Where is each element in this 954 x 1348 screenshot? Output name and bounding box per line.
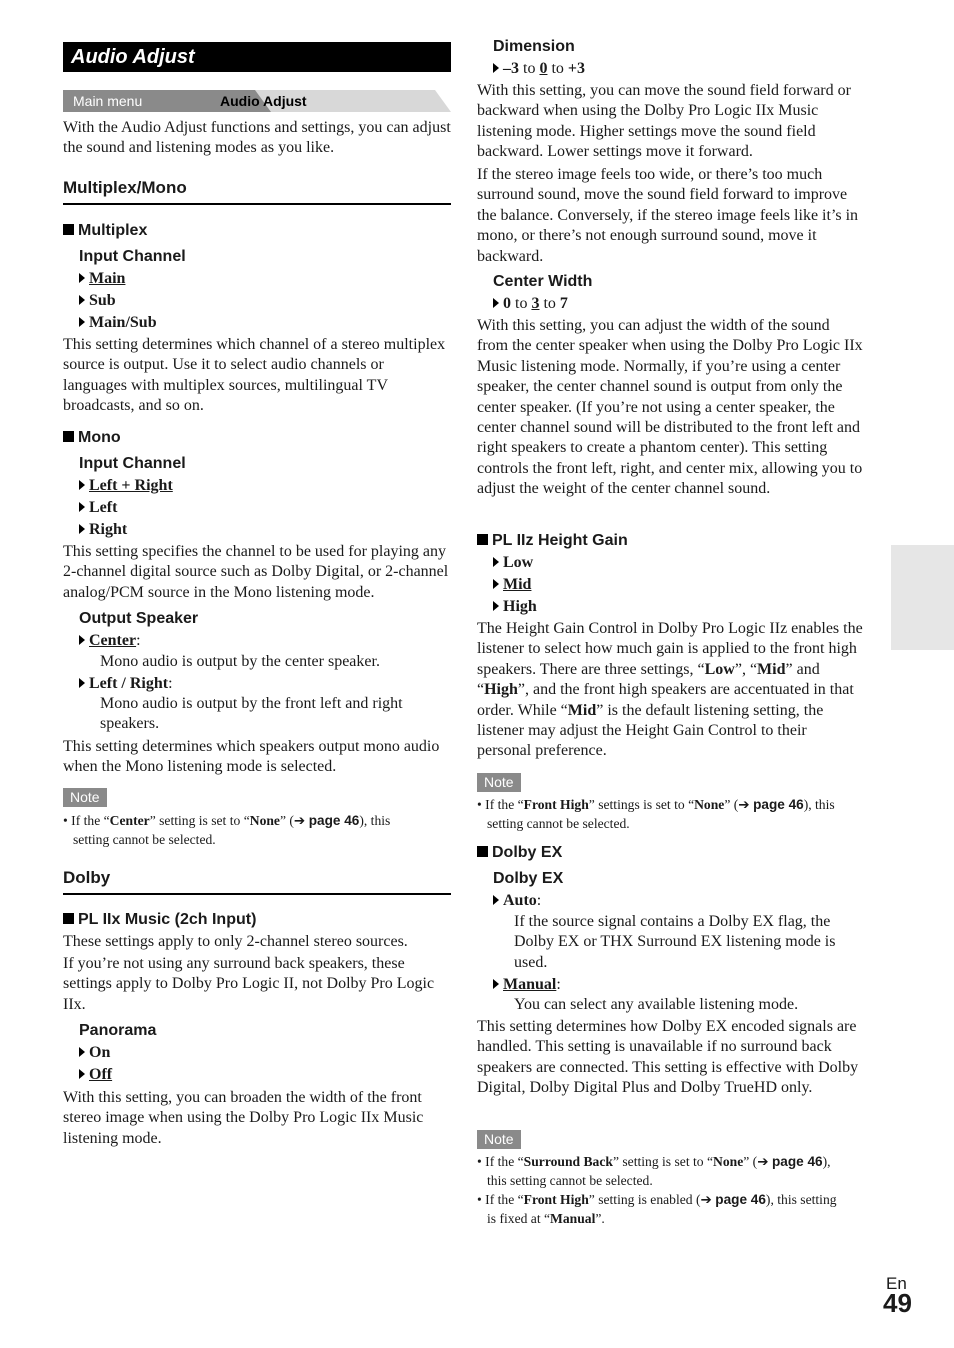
triangle-bullet-icon — [493, 579, 499, 589]
pl-iix-intro: These settings apply to only 2-channel stereo sources. — [63, 933, 408, 950]
dimension-range: –3 to 0 to +3 — [493, 59, 585, 79]
center-width-description: With this setting, you can adjust the width of the sound from the center speaker when using the Dolby Pro Logic IIx Music listening mode. Normally, if you’re using a center speaker, the center channel sound is output from only the center speaker. (If you’re not using a center speaker, the center channel sound will be distributed to the front left and right speakers to create a phantom center). This setting controls the front left, right, and center mix, allowing you to adjust the weight of the center channel sound. — [477, 317, 863, 498]
note-tag: Note — [477, 1130, 521, 1150]
note-item: • If the “Front High” settings is set to “None” (➔ page 46), this setting cannot be selected. — [477, 797, 835, 831]
option-left-slash-right: Left / Right: — [79, 674, 173, 694]
setting-label-input-channel-mono: Input Channel — [79, 455, 186, 472]
note-tag: Note — [63, 788, 107, 808]
triangle-bullet-icon — [79, 273, 85, 283]
option-left-right-description: Mono audio is output by the front left and right speakers. — [100, 695, 403, 733]
note-item: • If the “Surround Back” setting is set to “None” (➔ page 46), this setting cannot be selected. — [477, 1154, 831, 1188]
option-low: Low — [493, 553, 533, 573]
chapter-side-tab — [891, 545, 954, 650]
option-high: High — [493, 597, 537, 617]
page-reference: page 46 — [715, 1192, 766, 1207]
page-title: Audio Adjust — [63, 42, 451, 72]
option-on: On — [79, 1043, 110, 1063]
intro-text: With the Audio Adjust functions and settings, you can adjust the sound and listening modes as you like. — [63, 119, 451, 157]
page-reference: page 46 — [753, 797, 804, 812]
panorama-description: With this setting, you can broaden the width of the front stereo image when using the Dolby Pro Logic IIx Music listening mode. — [63, 1089, 424, 1147]
note-item: • If the “Center” setting is set to “None” (➔ page 46), this setting cannot be selected. — [63, 813, 391, 847]
square-bullet-icon — [63, 431, 74, 442]
subsection-heading-pl-iiz-height-gain: PL IIz Height Gain — [477, 531, 628, 551]
option-manual-description: You can select any available listening mode. — [514, 996, 799, 1013]
option-main: Main — [79, 269, 125, 289]
setting-label-dolby-ex: Dolby EX — [493, 870, 564, 887]
page-number: 49 — [883, 1288, 912, 1318]
option-center: Center: — [79, 631, 141, 651]
dimension-description-1: With this setting, you can move the sound field forward or backward when using the Dolby Pro Logic IIx Music listening mode. Higher settings move the sound field backward. Lower settings move it forward. — [477, 82, 851, 161]
triangle-bullet-icon — [493, 63, 499, 73]
triangle-bullet-icon — [493, 557, 499, 567]
page-language: En — [886, 1274, 907, 1293]
triangle-bullet-icon — [79, 678, 85, 688]
note-item: • If the “Front High” setting is enabled (➔ page 46), this setting is fixed at “Manual”. — [477, 1192, 837, 1226]
triangle-bullet-icon — [493, 601, 499, 611]
square-bullet-icon — [477, 534, 488, 545]
breadcrumb-main-menu: Main menu — [73, 93, 143, 109]
center-width-range: 0 to 3 to 7 — [493, 294, 568, 314]
subsection-heading-dolby-ex: Dolby EX — [477, 843, 562, 863]
triangle-bullet-icon — [79, 524, 85, 534]
setting-label-dimension: Dimension — [493, 38, 575, 55]
triangle-bullet-icon — [79, 502, 85, 512]
triangle-bullet-icon — [79, 1069, 85, 1079]
option-main-sub: Main/Sub — [79, 313, 157, 333]
breadcrumb — [63, 90, 451, 112]
triangle-bullet-icon — [79, 317, 85, 327]
triangle-bullet-icon — [79, 635, 85, 645]
dolby-ex-description: This setting determines how Dolby EX encoded signals are handled. This setting is unavailable if no surround back speakers are connected. This setting is effective with Dolby Digital, Dolby Digital Plus and Dolby TrueHD only. — [477, 1018, 859, 1097]
page-reference: page 46 — [771, 1154, 823, 1169]
subsection-heading-multiplex: Multiplex — [63, 221, 147, 241]
page-reference: page 46 — [308, 813, 360, 828]
multiplex-description: This setting determines which channel of a stereo multiplex source is output. Use it to select audio channels or languages with multiplex sources, multilingual TV broadcasts, and so on. — [63, 336, 446, 415]
output-speaker-description: This setting determines which speakers output mono audio when the Mono listening mode is selected. — [63, 738, 440, 776]
setting-label-output-speaker: Output Speaker — [79, 610, 199, 627]
square-bullet-icon — [63, 913, 74, 924]
option-auto-description: If the source signal contains a Dolby EX flag, the Dolby EX or THX Surround EX listening mode is used. — [514, 913, 836, 971]
option-mid: Mid — [493, 575, 531, 595]
option-right: Right — [79, 520, 127, 540]
triangle-bullet-icon — [493, 979, 499, 989]
option-sub: Sub — [79, 291, 116, 311]
triangle-bullet-icon — [493, 895, 499, 905]
subsection-heading-mono: Mono — [63, 428, 121, 448]
option-off: Off — [79, 1065, 112, 1085]
triangle-bullet-icon — [79, 480, 85, 490]
option-left-right: Left + Right — [79, 476, 173, 496]
subsection-heading-pl-iix-music: PL IIx Music (2ch Input) — [63, 910, 256, 930]
square-bullet-icon — [63, 224, 74, 235]
section-heading-multiplex-mono: Multiplex/Mono — [63, 177, 451, 205]
note-tag: Note — [477, 773, 521, 793]
breadcrumb-current: Audio Adjust — [220, 93, 307, 109]
triangle-bullet-icon — [493, 298, 499, 308]
mono-description: This setting specifies the channel to be used for playing any 2-channel digital source such as Dolby Digital, or 2-channel analog/PCM source in the Mono listening mode. — [63, 543, 449, 601]
pl-iix-note-text: If you’re not using any surround back speakers, these settings apply to Dolby Pro Logic II, not Dolby Pro Logic IIx. — [63, 955, 435, 1013]
setting-label-input-channel: Input Channel — [79, 248, 186, 265]
height-gain-description: The Height Gain Control in Dolby Pro Logic IIz enables the listener to select how much gain is applied to the front high speakers. There are three settings, “Low”, “Mid” and “High”, and the front high speakers are accentuated in that order. While “Mid” is the default listening setting, the listener may adjust the Height Gain Control to their personal preference. — [477, 620, 863, 760]
setting-label-panorama: Panorama — [79, 1022, 157, 1039]
option-left: Left — [79, 498, 117, 518]
setting-label-center-width: Center Width — [493, 273, 593, 290]
option-manual: Manual: — [493, 975, 561, 995]
triangle-bullet-icon — [79, 295, 85, 305]
triangle-bullet-icon — [79, 1047, 85, 1057]
section-heading-dolby: Dolby — [63, 867, 451, 895]
option-auto: Auto: — [493, 891, 541, 911]
dimension-description-2: If the stereo image feels too wide, or there’s too much surround sound, move the sound field forward to improve the balance. Conversely, if the stereo image feels like it’s in mono, or there’s not enough surround sound, move it backward. — [477, 166, 859, 265]
option-center-description: Mono audio is output by the center speaker. — [100, 653, 380, 670]
square-bullet-icon — [477, 846, 488, 857]
